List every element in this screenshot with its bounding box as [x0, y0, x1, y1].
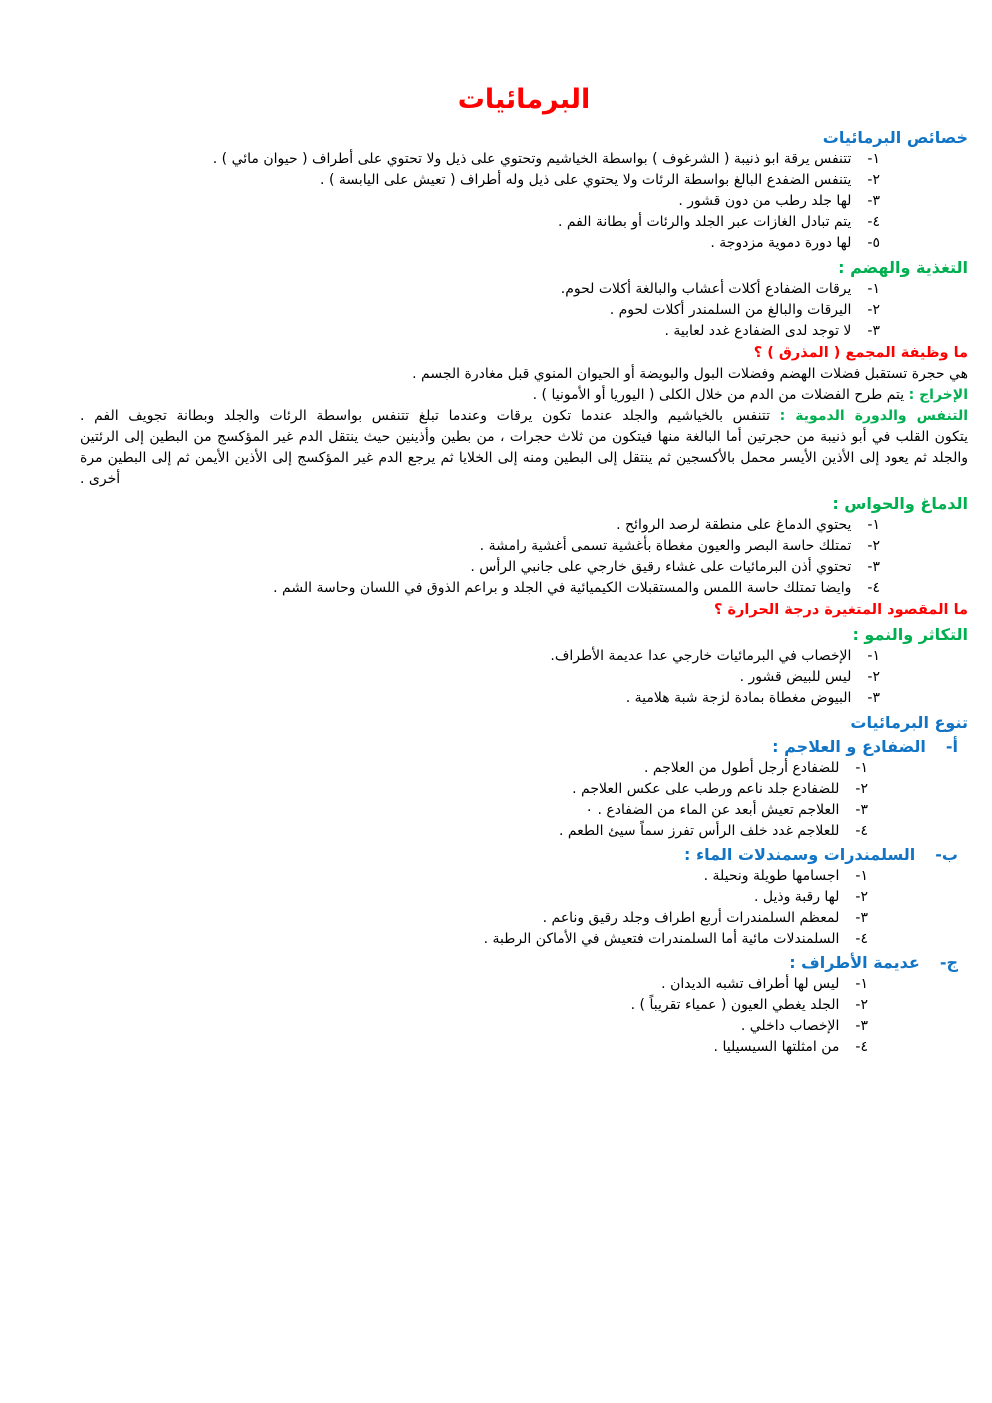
list-item	[80, 536, 968, 557]
item-number: ٢-	[867, 172, 880, 188]
list-item	[80, 995, 968, 1016]
item-number: ٢-	[867, 669, 880, 685]
excretion-label: الإخراج :	[908, 387, 968, 403]
list-item	[80, 688, 968, 709]
frogs-toads-list	[80, 758, 968, 842]
list-item	[80, 887, 968, 908]
item-number: ٣-	[867, 193, 880, 209]
reproduction-list	[80, 646, 968, 709]
section-heading-nutrition: التغذية والهضم :	[838, 258, 968, 277]
cloaca-question: ما وظيفة المجمع ( المذرق ) ؟	[753, 345, 968, 361]
list-item	[80, 233, 968, 254]
subsection-letter: أ-	[945, 737, 958, 756]
list-item	[80, 866, 968, 887]
heart-paragraph: يتكون القلب في أبو ذنيبة من حجرتين أما البالغة منها فيتكون من ثلاث حجرات ، من بطين وأذينين حيث ينتقل الدم غير المؤكسج من البطين إلى الرئتين والجلد ثم يعود إلى الأذين الأيسر محمل بالأكسجين ثم ينتقل إلى البطين ومنه إلى الخلايا ثم يرجع الدم غير المؤكسج إلى الأذين الأيمن ثم إلى البطين مرة أخرى .	[80, 429, 968, 487]
item-text: يتم تبادل الغازات عبر الجلد والرئات أو بطانة الفم .	[557, 214, 852, 230]
item-number: ٢-	[867, 538, 880, 554]
list-item	[80, 908, 968, 929]
item-text: وايضا تمتلك حاسة اللمس والمستقبلات الكيميائية في الجلد و براعم الذوق في اللسان وحاسة الشم .	[273, 580, 852, 596]
item-number: ١-	[855, 868, 868, 884]
item-number: ١-	[867, 517, 880, 533]
item-text: لا توجد لدى الضفادع غدد لعابية .	[664, 323, 852, 339]
respiration-text: تتنفس بالخياشيم والجلد عندما تكون يرقات وعندما تبلغ تتنفس بواسطة الرئات والجلد وبطانة تجويف الفم .	[80, 408, 770, 424]
respiration-label: التنفس والدورة الدموية :	[779, 408, 968, 424]
item-number: ١-	[867, 151, 880, 167]
list-item	[80, 170, 968, 191]
excretion-line	[80, 385, 968, 406]
item-text: للضفادع جلد ناعم ورطب على عكس العلاجم .	[572, 781, 840, 797]
item-number: ٤-	[855, 823, 868, 839]
subsection-title: السلمندرات وسمندلات الماء :	[684, 845, 916, 864]
temperature-question: ما المقصود المتغيرة درجة الحرارة ؟	[714, 602, 968, 618]
list-item	[80, 779, 968, 800]
item-number: ١-	[855, 760, 868, 776]
item-number: ٤-	[867, 214, 880, 230]
item-number: ١-	[855, 976, 868, 992]
item-number: ٢-	[867, 302, 880, 318]
list-item	[80, 758, 968, 779]
brain-senses-list	[80, 515, 968, 599]
item-text: لها جلد رطب من دون قشور .	[678, 193, 852, 209]
list-item	[80, 279, 968, 300]
cloaca-answer: هي حجرة تستقبل فضلات الهضم وفضلات البول والبويضة أو الحيوان المنوي قبل مغادرة الجسم .	[412, 366, 968, 382]
respiration-line	[80, 406, 968, 427]
item-text: يرقات الضفادع أكلات أعشاب والبالغة أكلات لحوم.	[560, 281, 852, 297]
subsection-heading-frogs-toads	[80, 735, 968, 758]
list-item	[80, 1037, 968, 1058]
page-title: البرمائيات	[457, 84, 591, 115]
item-number: ٣-	[855, 802, 868, 818]
subsection-letter: ب-	[935, 845, 958, 864]
list-item	[80, 1016, 968, 1037]
item-number: ٢-	[855, 997, 868, 1013]
item-text: يتنفس الضفدع البالغ بواسطة الرئات ولا يحتوي على ذيل وله أطراف ( تعيش على اليابسة ) .	[320, 172, 852, 188]
list-item	[80, 800, 968, 821]
item-text: السلمندلات مائية أما السلمندرات فتعيش في الأماكن الرطبة .	[483, 931, 840, 947]
item-number: ٣-	[855, 1018, 868, 1034]
list-item	[80, 821, 968, 842]
item-text: للعلاجم غدد خلف الرأس تفرز سماً سيئ الطعم .	[558, 823, 840, 839]
item-text: الإخصاب داخلي .	[740, 1018, 840, 1034]
excretion-text: يتم طرح الفضلات من الدم من خلال الكلى ( اليوريا أو الأمونيا ) .	[532, 387, 905, 403]
list-item	[80, 515, 968, 536]
list-item	[80, 321, 968, 342]
list-item	[80, 191, 968, 212]
nutrition-list	[80, 279, 968, 342]
item-text: يحتوي الدماغ على منطقة لرصد الروائح .	[616, 517, 852, 533]
item-text: اليرقات والبالغ من السلمندر أكلات لحوم .	[609, 302, 852, 318]
item-number: ٤-	[855, 1039, 868, 1055]
caecilians-list	[80, 974, 968, 1058]
item-number: ٤-	[867, 580, 880, 596]
subsection-heading-caecilians	[80, 951, 968, 974]
subsection-title: الضفادع و العلاجم :	[772, 737, 926, 756]
item-number: ٢-	[855, 889, 868, 905]
section-heading-brain-senses: الدماغ والحواس :	[832, 494, 968, 513]
characteristics-list	[80, 149, 968, 254]
list-item	[80, 646, 968, 667]
list-item	[80, 578, 968, 599]
item-number: ٣-	[867, 559, 880, 575]
item-text: من امثلتها السيسيليا .	[713, 1039, 840, 1055]
item-number: ٣-	[867, 323, 880, 339]
item-number: ١-	[867, 281, 880, 297]
item-text: لها دورة دموية مزدوجة .	[710, 235, 852, 251]
item-text: لمعظم السلمندرات أربع اطراف وجلد رقيق وناعم .	[542, 910, 840, 926]
list-item	[80, 929, 968, 950]
item-text: العلاجم تعيش أبعد عن الماء من الضفادع . ٠	[585, 802, 840, 818]
item-text: ليس للبيض قشور .	[739, 669, 852, 685]
item-text: البيوض مغطاة بمادة لزجة شبة هلامية .	[625, 690, 852, 706]
item-text: الإخصاب في البرمائيات خارجي عدا عديمة الأطراف.	[550, 648, 852, 664]
list-item	[80, 149, 968, 170]
section-heading-characteristics: خصائص البرمائيات	[822, 128, 968, 147]
item-text: لها رقبة وذيل .	[753, 889, 840, 905]
section-heading-diversity: تنوع البرمائيات	[850, 713, 968, 732]
list-item	[80, 300, 968, 321]
subsection-heading-salamanders	[80, 843, 968, 866]
section-heading-reproduction: التكاثر والنمو :	[852, 625, 968, 644]
list-item	[80, 212, 968, 233]
item-number: ٤-	[855, 931, 868, 947]
item-text: تحتوي أذن البرمائيات على غشاء رقيق خارجي على جانبي الرأس .	[470, 559, 852, 575]
list-item	[80, 667, 968, 688]
item-number: ٢-	[855, 781, 868, 797]
item-text: اجسامها طويلة ونحيلة .	[703, 868, 840, 884]
item-text: ليس لها أطراف تشبه الديدان .	[661, 976, 840, 992]
item-text: تتنفس يرقة ابو ذنيبة ( الشرغوف ) بواسطة الخياشيم وتحتوي على ذيل ولا تحتوي على أطراف ( حيوان مائي ) .	[212, 151, 852, 167]
list-item	[80, 974, 968, 995]
subsection-letter: ج-	[939, 953, 958, 972]
item-number: ٥-	[867, 235, 880, 251]
item-number: ٣-	[867, 690, 880, 706]
item-text: تمتلك حاسة البصر والعيون مغطاة بأغشية تسمى أغشية رامشة .	[479, 538, 852, 554]
list-item	[80, 557, 968, 578]
salamanders-list	[80, 866, 968, 950]
subsection-title: عديمة الأطراف :	[789, 953, 920, 972]
item-text: الجلد يغطي العيون ( عمياء تقريباً ) .	[630, 997, 840, 1013]
item-number: ٣-	[855, 910, 868, 926]
item-number: ١-	[867, 648, 880, 664]
item-text: للضفادع أرجل أطول من العلاجم .	[643, 760, 840, 776]
